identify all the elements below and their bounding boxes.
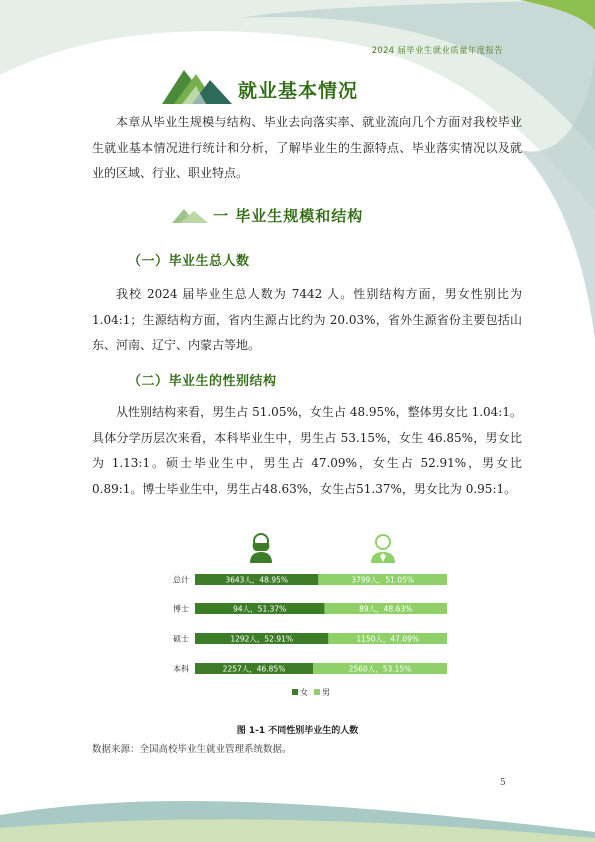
legend-swatch <box>292 689 298 695</box>
legend-label: 男 <box>322 688 330 697</box>
data-label: 1292人，52.91% <box>230 634 294 644</box>
data-label: 1150人，47.09% <box>356 634 420 644</box>
category-label: 硕士 <box>173 634 189 644</box>
data-label: 3799人，51.05% <box>351 575 415 585</box>
data-label: 89人，48.63% <box>359 604 413 614</box>
category-label: 总计 <box>173 575 189 585</box>
report-header: 2024 届毕业生就业质量年度报告 <box>371 46 503 56</box>
subsection-title-gender: （二）毕业生的性别结构 <box>128 374 277 389</box>
category-label: 本科 <box>173 664 189 674</box>
legend-swatch <box>314 689 320 695</box>
chapter-intro: 本章从毕业生规模与结构、毕业去向落实率、就业流向几个方面对我校毕业生就业基本情况进行统计和分析，了解毕业生的生源特点、毕业落实情况以及就业的区域、行业、职业特点。 <box>92 115 522 180</box>
chapter-title: 就业基本情况 <box>238 80 359 102</box>
subsection-title-total: （一）毕业生总人数 <box>128 254 250 269</box>
legend-label: 女 <box>300 688 308 697</box>
figure-caption: 图 1-1 不同性别毕业生的人数 <box>236 726 359 736</box>
data-label: 2560人，53.15% <box>348 664 412 674</box>
section-mountain-icon <box>172 207 212 223</box>
total-graduates-text: 我校 2024 届毕业生总人数为 7442 人。性别结构方面，男女性别比为 1.04:1；生源结构方面，省内生源占比约为 20.03%，省外生源省份主要包括山东、河南、辽宁、内蒙古等地。 <box>92 287 522 352</box>
page-number: 5 <box>500 778 506 788</box>
female-icon-hair <box>253 543 270 551</box>
mountain-logo-icon <box>162 68 232 104</box>
female-icon <box>250 552 272 563</box>
gender-bar-chart <box>160 533 490 708</box>
data-label: 3643人，48.95% <box>225 575 289 585</box>
section-title: 一 毕业生规模和结构 <box>213 207 364 225</box>
gender-structure-text: 从性别结构来看，男生占 51.05%，女生占 48.95%，整体男女比 1.04:1。具体分学历层次来看，本科毕业生中，男生占 53.15%，女生 46.85%，男女比为 1.13:1。硕士毕业生中，男生占 47.09%，女生占 52.91%，男女比0.89:1。博士毕业生中，男生占48.63%，女生占51.37%，男女比为 0.95:1。 <box>92 405 522 496</box>
data-label: 94人，51.37% <box>233 604 287 614</box>
male-icon-head <box>376 535 390 549</box>
data-label: 2257人，46.85% <box>222 664 286 674</box>
category-label: 博士 <box>173 604 189 614</box>
data-source: 数据来源：全国高校毕业生就业管理系统数据。 <box>92 744 292 755</box>
